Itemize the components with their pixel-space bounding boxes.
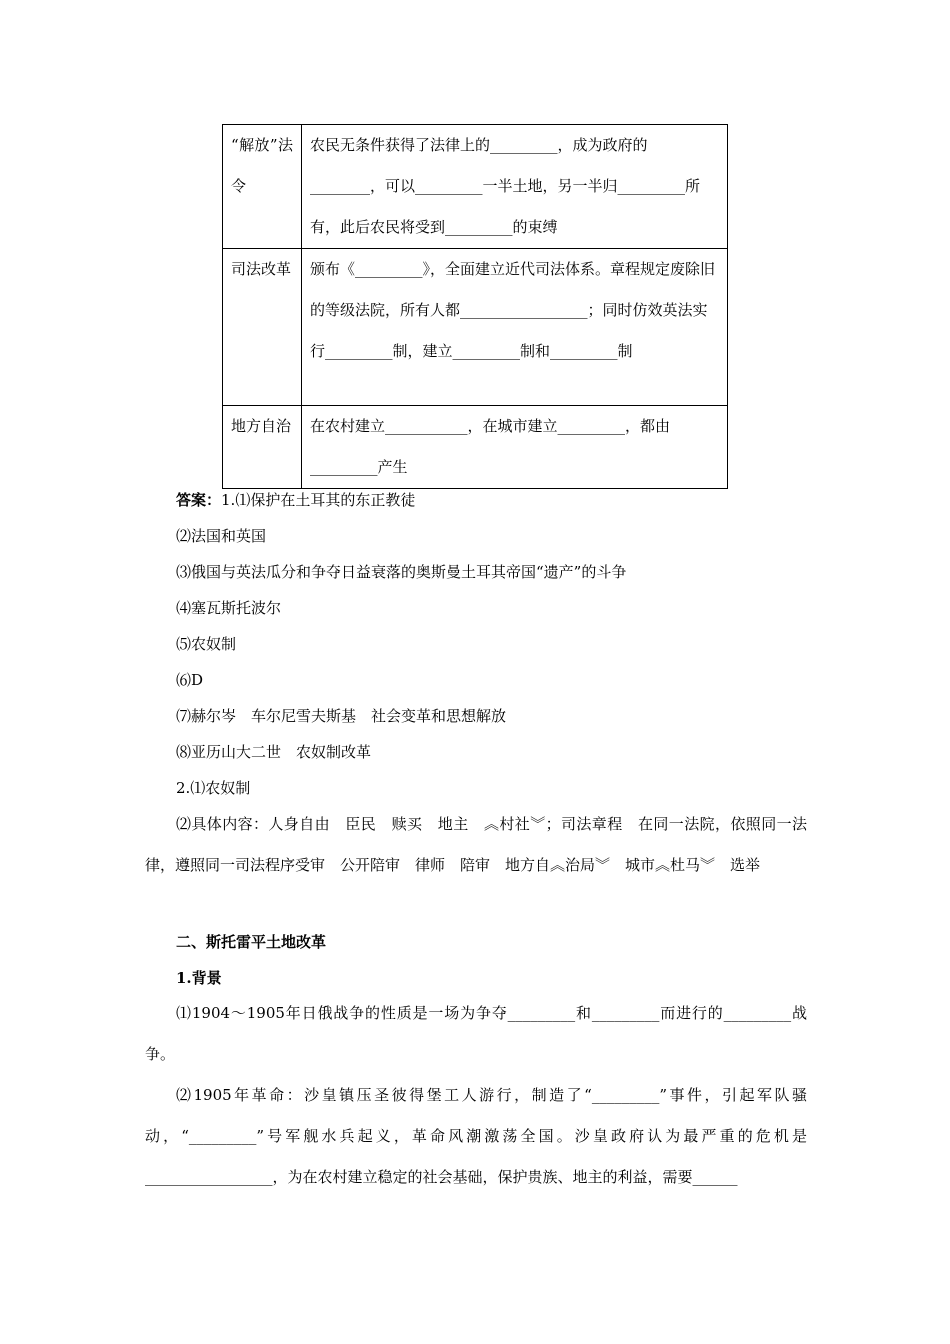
background-paragraph-1: ⑴1904～1905年日俄战争的性质是一场为争夺_________和_________而进行的_________战争。 bbox=[145, 1004, 807, 1063]
section-heading: 二、斯托雷平土地改革 bbox=[176, 933, 327, 951]
answer-item-2-2: ⑵具体内容：人身自由 臣民 赎买 地主 ︽村社︾；司法章程 在同一法院，依照同一法律，遵照同一司法程序受审 公开陪审 律师 陪审 地方自︽治局︾ 城市︽杜马︾ 选举 bbox=[145, 815, 807, 874]
answer-item: ⑶俄国与英法瓜分和争夺日益衰落的奥斯曼土耳其帝国“遗产”的斗争 bbox=[176, 563, 627, 581]
answer-line-1 bbox=[176, 490, 415, 510]
row-content-judicial: 颁布《_________》，全面建立近代司法体系。章程规定废除旧的等级法院，所有人都_________________；同时仿效英法实行_________制，建立_________制和_________制 bbox=[302, 249, 728, 406]
answer-item: ⑵法国和英国 bbox=[176, 527, 267, 545]
answer-item: ⑺赫尔岑 车尔尼雪夫斯基 社会变革和思想解放 bbox=[176, 707, 507, 725]
answer-item: ⑸农奴制 bbox=[176, 635, 237, 653]
row-label-emancipation: “解放”法令 bbox=[223, 125, 302, 249]
answer-item: ⑻亚历山大二世 农奴制改革 bbox=[176, 743, 372, 761]
table-row bbox=[223, 249, 728, 406]
background-paragraph-2: ⑵1905年革命：沙皇镇压圣彼得堡工人游行，制造了“_________”事件，引起军队骚动，“_________”号军舰水兵起义，革命风潮激荡全国。沙皇政府认为最严重的危机是_________________，为在农村建立稳定的社会基础，保护贵族、地主的利益，需要______ bbox=[145, 1086, 807, 1186]
row-label-local: 地方自治 bbox=[223, 406, 302, 489]
row-content-local: 在农村建立___________，在城市建立_________，都由_________产生 bbox=[302, 406, 728, 489]
answer-item: 2.⑴农奴制 bbox=[176, 779, 251, 797]
table-row bbox=[223, 125, 728, 249]
reform-table bbox=[222, 124, 728, 489]
answer-item: ⑷塞瓦斯托波尔 bbox=[176, 599, 282, 617]
subsection-heading: 1.背景 bbox=[176, 969, 222, 987]
answer-prefix: 答案： bbox=[176, 491, 222, 509]
row-label-judicial: 司法改革 bbox=[223, 249, 302, 406]
answer-item: ⑹D bbox=[176, 671, 204, 689]
answer-item: 1.⑴保护在土耳其的东正教徒 bbox=[221, 491, 416, 509]
row-content-emancipation: 农民无条件获得了法律上的_________，成为政府的________，可以_________一半土地，另一半归_________所有，此后农民将受到_________的束缚 bbox=[302, 125, 728, 249]
table-row bbox=[223, 406, 728, 489]
